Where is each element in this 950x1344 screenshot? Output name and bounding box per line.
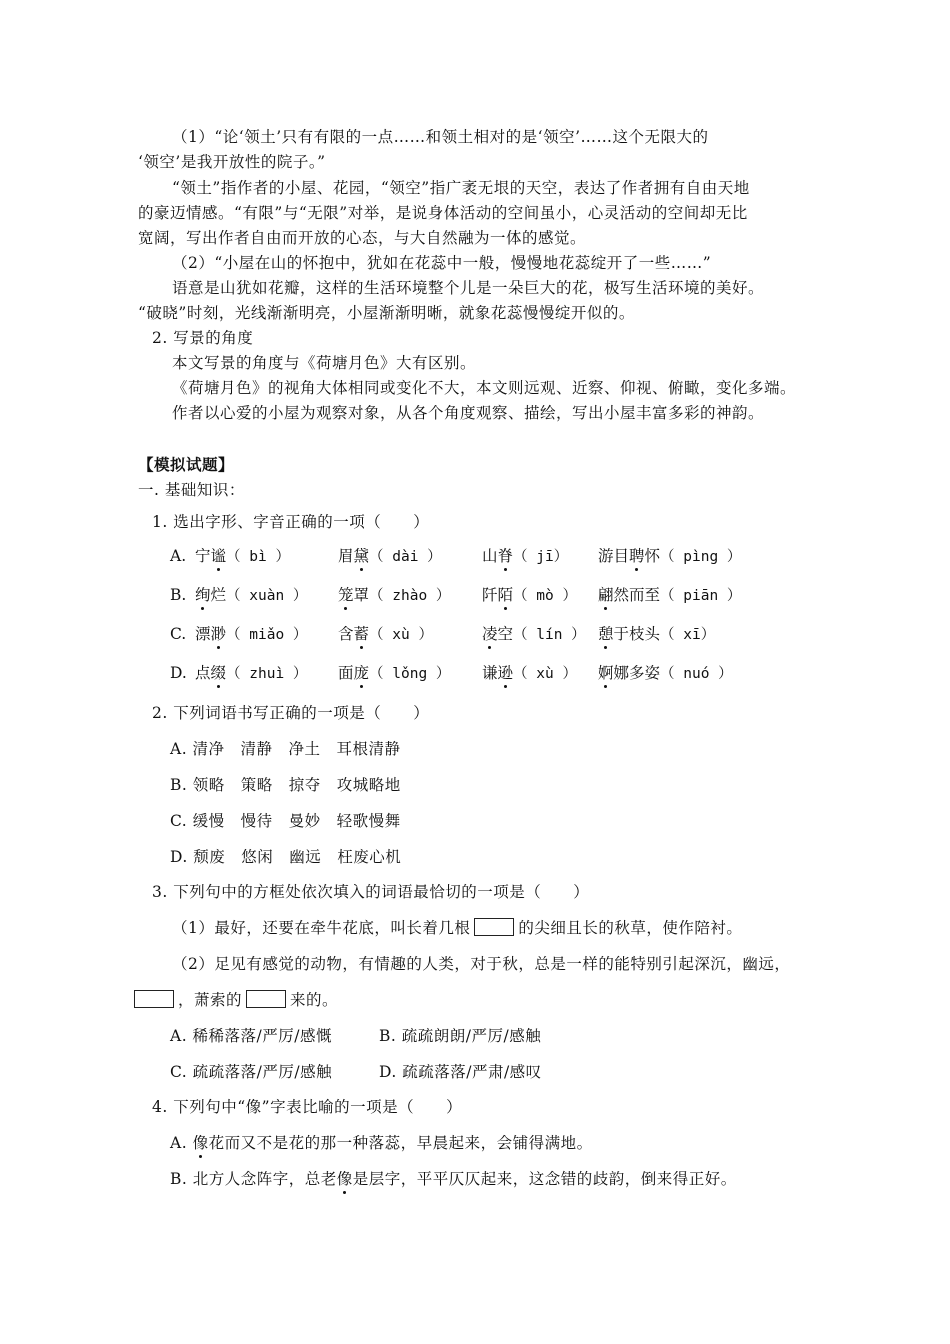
- fill-in-box: [246, 990, 286, 1008]
- word-with-pinyin: [195, 623, 307, 646]
- word-suffix: 罩: [353, 586, 370, 604]
- question-2-stem: 2. 下列词语书写正确的一项是（ ）: [152, 704, 430, 722]
- intro-paragraph-2-end: 宽阔，写出作者自由而开放的心态，与大自然融为一体的感觉。: [138, 229, 587, 247]
- intro-paragraph-6: 本文写景的角度与《荷塘月色》大有区别。: [172, 354, 477, 372]
- word-suffix: 娜多姿: [613, 664, 661, 682]
- word-prefix: 谦: [482, 664, 498, 682]
- intro-subheading: 2. 写景的角度: [152, 329, 254, 347]
- word-suffix: 怀: [644, 547, 661, 565]
- word-with-pinyin: [195, 545, 290, 568]
- sentence-1-prefix: （1）最好，还要在牵牛花底，叫长着几根: [172, 919, 471, 937]
- word-with-pinyin: [598, 623, 715, 646]
- pinyin: （ lín ）: [513, 627, 586, 643]
- word-with-pinyin: [195, 662, 307, 685]
- question-2-option-a: A. 清净 清静 净土 耳根清静: [170, 740, 401, 758]
- word-prefix: 面: [338, 664, 354, 682]
- fill-in-box: [474, 918, 514, 936]
- option-letter: C.: [170, 625, 187, 643]
- sentence-1-suffix: 的尖细且长的秋草，使作陪衬。: [518, 919, 743, 937]
- word-with-pinyin: [598, 545, 741, 568]
- question-4-option-a: [170, 1132, 593, 1154]
- sentence-2-suffix: 来的。: [290, 991, 339, 1009]
- pinyin: （ lǒng ）: [369, 666, 451, 682]
- pinyin: （ zhào ）: [369, 588, 451, 604]
- question-3-option-c: C. 疏疏落落/严厉/感触: [170, 1063, 333, 1081]
- word-prefix: 山: [482, 547, 498, 565]
- question-3-option-a: A. 稀稀落落/严厉/感慨: [170, 1027, 332, 1045]
- dotted-character: 黛: [353, 547, 370, 565]
- word-with-pinyin: [598, 662, 733, 685]
- option-letter: A.: [170, 547, 187, 565]
- dotted-character: 笼: [338, 586, 354, 604]
- word-with-pinyin: [598, 584, 741, 607]
- sentence-2-middle: ，萧索的: [178, 991, 243, 1009]
- dotted-character: 庞: [353, 664, 370, 682]
- option-text: 花而又不是花的那一种落蕊，早晨起来，会铺得满地。: [208, 1134, 593, 1152]
- pinyin: （ piān ）: [660, 588, 742, 604]
- section-title: 【模拟试题】: [138, 456, 235, 474]
- question-3-stem: 3. 下列句中的方框处依次填入的词语最恰切的一项是（ ）: [152, 883, 590, 901]
- intro-paragraph-2: “领土”指作者的小屋、花园，“领空”指广袤无垠的天空，表达了作者拥有自由天地: [172, 179, 750, 197]
- word-prefix: 含: [338, 625, 354, 643]
- question-3-option-b: B. 疏疏朗朗/严厉/感触: [379, 1027, 542, 1045]
- pinyin: （ pìng ）: [660, 549, 742, 565]
- pinyin: （ nuó ）: [660, 666, 733, 682]
- pinyin: （ xù ）: [369, 627, 433, 643]
- pinyin: （ xī）: [660, 627, 716, 643]
- option-text-prefix: 北方人念阵字，总老: [192, 1170, 337, 1188]
- word-suffix: 空: [497, 625, 514, 643]
- question-3-option-d: D. 疏疏落落/严肃/感叹: [379, 1063, 542, 1081]
- pinyin: （ zhuì ）: [226, 666, 308, 682]
- question-2-option-c: C. 缓慢 慢待 曼妙 轻歌慢舞: [170, 812, 401, 830]
- intro-paragraph-4-cont: “破晓”时刻，光线渐渐明亮，小屋渐渐明晰，就象花蕊慢慢绽开似的。: [138, 304, 635, 322]
- question-3-sentence-1: [172, 917, 742, 939]
- word-suffix: 烂: [210, 586, 227, 604]
- word-prefix: 眉: [338, 547, 354, 565]
- intro-paragraph-1: （1）“论‘领土’只有有限的一点……和领土相对的是‘领空’……这个无限大的: [172, 128, 709, 146]
- dotted-character: 凌: [482, 625, 498, 643]
- word-with-pinyin: [482, 623, 586, 646]
- word-with-pinyin: [338, 623, 433, 646]
- question-3-sentence-2-cont: [134, 989, 338, 1011]
- intro-paragraph-7: 《荷塘月色》的视角大体相同或变化不大，本文则远观、近察、仰视、俯瞰，变化多端。: [172, 379, 797, 397]
- pinyin: （ xuàn ）: [226, 588, 308, 604]
- word-with-pinyin: [195, 584, 307, 607]
- word-prefix: 阡: [482, 586, 498, 604]
- dotted-character: 谧: [210, 547, 227, 565]
- option-text: 是层字，平平仄仄起来，这念错的歧韵，倒来得正好。: [352, 1170, 737, 1188]
- dotted-character: 陌: [497, 586, 514, 604]
- pinyin: （ jī）: [513, 549, 569, 565]
- dotted-character: 绚: [195, 586, 211, 604]
- dotted-character: 翩: [598, 586, 614, 604]
- intro-paragraph-2-cont: 的豪迈情感。“有限”与“无限”对举，是说身体活动的空间虽小，心灵活动的空间却无比: [138, 204, 748, 222]
- pinyin: （ dài ）: [369, 549, 442, 565]
- dotted-character: 脊: [497, 547, 514, 565]
- word-suffix: 然而至: [613, 586, 661, 604]
- question-1-stem: 1. 选出字形、字音正确的一项（ ）: [152, 513, 430, 531]
- word-with-pinyin: [338, 662, 450, 685]
- dotted-character: 憩: [598, 625, 614, 643]
- dotted-character: 逊: [497, 664, 514, 682]
- intro-paragraph-8: 作者以心爱的小屋为观察对象，从各个角度观察、描绘，写出小屋丰富多彩的神韵。: [172, 404, 765, 422]
- intro-paragraph-3: （2）“小屋在山的怀抱中，犹如在花蕊中一般，慢慢地花蕊绽开了一些……”: [172, 254, 712, 272]
- part-title: 一. 基础知识：: [138, 481, 245, 499]
- intro-paragraph-1-cont: ‘领空’是我开放性的院子。”: [138, 153, 326, 171]
- option-letter: A.: [170, 1134, 188, 1152]
- pinyin: （ bì ）: [226, 549, 290, 565]
- word-suffix: 于枝头: [613, 625, 661, 643]
- question-2-option-d: D. 颓废 悠闲 幽远 枉废心机: [170, 848, 402, 866]
- dotted-character: 渺: [210, 625, 227, 643]
- question-2-option-b: B. 领略 策略 掠夺 攻城略地: [170, 776, 401, 794]
- dotted-character: 缀: [210, 664, 227, 682]
- option-letter: B.: [170, 1170, 188, 1188]
- intro-paragraph-4: 语意是山犹如花瓣，这样的生活环境整个儿是一朵巨大的花，极写生活环境的美好。: [172, 279, 765, 297]
- word-with-pinyin: [482, 545, 568, 568]
- word-with-pinyin: [338, 584, 450, 607]
- question-3-sentence-2: （2）足见有感觉的动物，有情趣的人类，对于秋，总是一样的能特别引起深沉，幽远，: [172, 955, 791, 973]
- dotted-character: 聘: [629, 547, 645, 565]
- question-4-option-b: [170, 1168, 737, 1190]
- word-prefix: 游目: [598, 547, 630, 565]
- pinyin: （ mò ）: [513, 588, 577, 604]
- word-with-pinyin: [482, 584, 577, 607]
- word-prefix: 漂: [195, 625, 211, 643]
- dotted-character: 像: [192, 1134, 209, 1152]
- option-letter: D.: [170, 664, 187, 682]
- word-with-pinyin: [338, 545, 442, 568]
- dotted-character: 像: [336, 1170, 353, 1188]
- pinyin: （ miǎo ）: [226, 627, 308, 643]
- option-letter: B.: [170, 586, 187, 604]
- word-prefix: 点: [195, 664, 211, 682]
- word-prefix: 宁: [195, 547, 211, 565]
- pinyin: （ xù ）: [513, 666, 577, 682]
- fill-in-box: [134, 990, 174, 1008]
- question-4-stem: 4. 下列句中“像”字表比喻的一项是（ ）: [152, 1098, 463, 1116]
- dotted-character: 婀: [598, 664, 614, 682]
- word-with-pinyin: [482, 662, 577, 685]
- dotted-character: 蓄: [353, 625, 370, 643]
